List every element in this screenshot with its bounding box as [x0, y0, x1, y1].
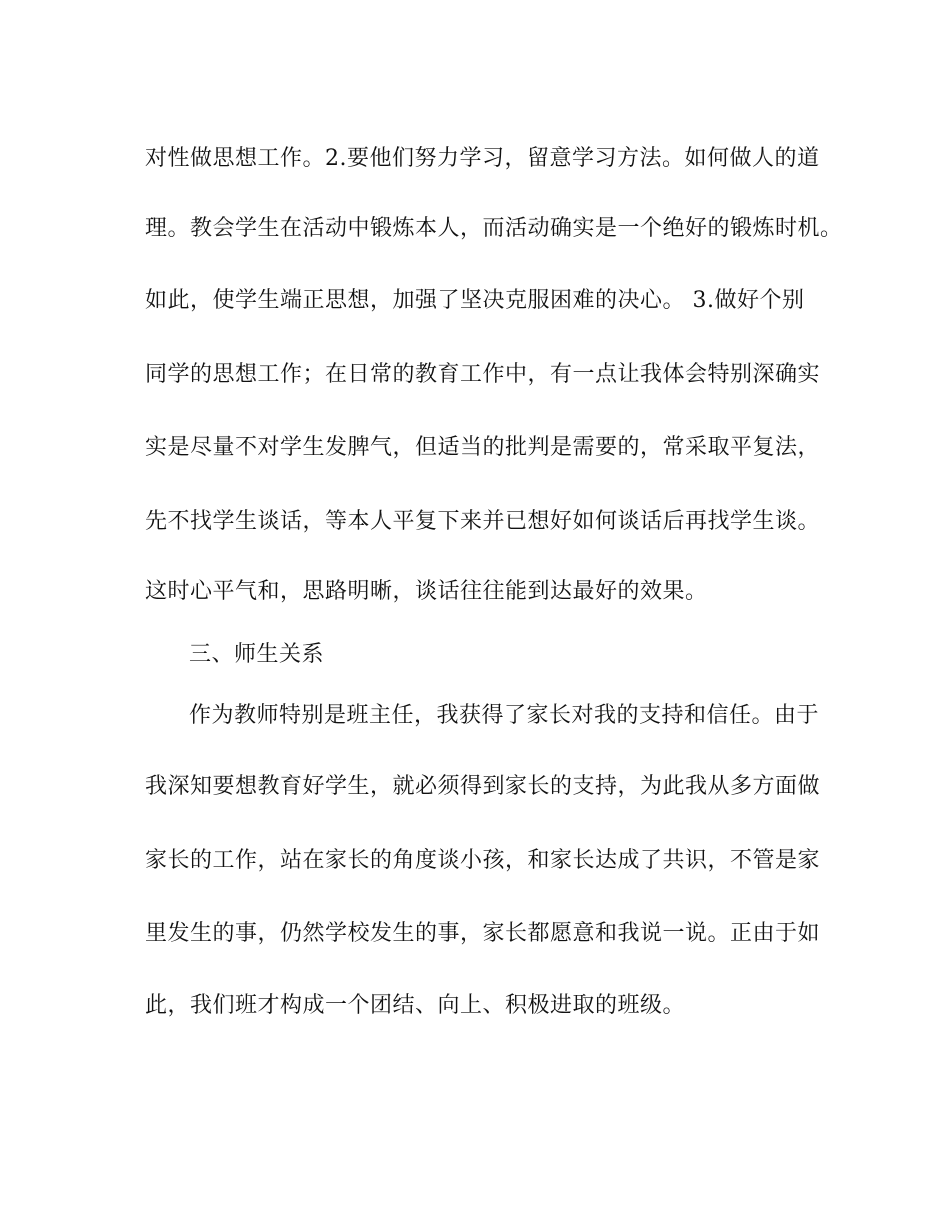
body-text-line: 家长的工作，站在家长的角度谈小孩，和家长达成了共识，不管是家	[145, 848, 821, 873]
body-text-line: 如此，使学生端正思想，加强了坚决克服困难的决心。 3.做好个别	[145, 288, 805, 313]
body-text-line: 先不找学生谈话，等本人平复下来并已想好如何谈话后再找学生谈。	[145, 509, 821, 534]
body-text-line: 此，我们班才构成一个团结、向上、积极进取的班级。	[145, 993, 686, 1018]
body-text-line: 作为教师特别是班主任，我获得了家长对我的支持和信任。由于	[189, 703, 820, 728]
body-text-line: 我深知要想教育好学生，就必须得到家长的支持，为此我从多方面做	[145, 774, 821, 799]
body-text-line: 对性做思想工作。2.要他们努力学习，留意学习方法。如何做人的道	[145, 146, 820, 171]
section-heading: 三、师生关系	[189, 642, 325, 667]
body-text-line: 理。教会学生在活动中锻炼本人，而活动确实是一个绝好的锻炼时机。	[145, 216, 843, 241]
body-text-line: 实是尽量不对学生发脾气，但适当的批判是需要的，常采取平复法，	[145, 435, 821, 460]
body-text-line: 这时心平气和，思路明晰，谈话往往能到达最好的效果。	[145, 579, 708, 604]
body-text-line: 同学的思想工作；在日常的教育工作中，有一点让我体会特别深确实	[145, 362, 821, 387]
body-text-line: 里发生的事，仍然学校发生的事，家长都愿意和我说一说。正由于如	[145, 921, 821, 946]
